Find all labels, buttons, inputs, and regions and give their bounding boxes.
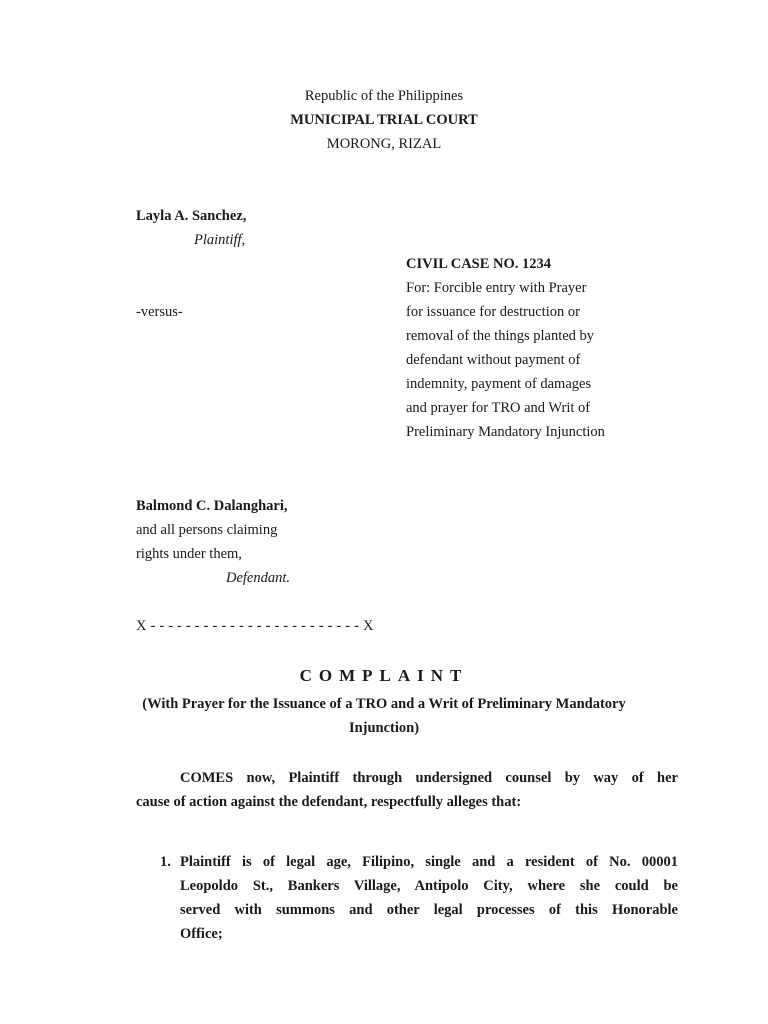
defendant-role: Defendant. xyxy=(226,570,291,586)
case-block xyxy=(406,252,676,444)
case-nature-line: removal of the things planted by xyxy=(406,328,595,344)
header-republic: Republic of the Philippines xyxy=(304,88,464,104)
intro-paragraph xyxy=(136,766,678,814)
plaintiff-role: Plaintiff, xyxy=(194,232,246,248)
header-court: MUNICIPAL TRIAL COURT xyxy=(290,112,478,128)
case-nature-line: and prayer for TRO and Writ of xyxy=(406,400,591,416)
allegation-line: Plaintiff is of legal age, Filipino, single and a resident of No. 00001 xyxy=(180,854,678,870)
plaintiff-name: Layla A. Sanchez, xyxy=(136,208,247,224)
intro-line: COMES now, Plaintiff through undersigned counsel by way of her xyxy=(180,770,678,786)
intro-line: cause of action against the defendant, respectfully alleges that: xyxy=(136,794,522,810)
case-nature-line: defendant without payment of xyxy=(406,352,581,368)
complaint-subtitle-line2: Injunction) xyxy=(348,720,420,736)
complaint-title: COMPLAINT xyxy=(299,666,469,685)
case-nature-line: For: Forcible entry with Prayer xyxy=(406,280,587,296)
case-nature-line: indemnity, payment of damages xyxy=(406,376,592,392)
allegation-number: 1. xyxy=(160,854,171,870)
caption-separator: X - - - - - - - - - - - - - - - - - - - - - - - - X xyxy=(136,618,374,634)
complaint-subtitle-line1: (With Prayer for the Issuance of a TRO and a Writ of Preliminary Mandatory xyxy=(142,696,626,712)
defendant-name: Balmond C. Dalanghari, xyxy=(136,498,288,514)
allegation-line: Leopoldo St., Bankers Village, Antipolo City, where she could be xyxy=(180,878,678,894)
case-nature-line: for issuance for destruction or xyxy=(406,304,580,320)
defendant-line2: and all persons claiming xyxy=(136,522,278,538)
case-number: CIVIL CASE NO. 1234 xyxy=(406,256,552,272)
allegation-line: Office; xyxy=(180,926,223,942)
header-location: MORONG, RIZAL xyxy=(326,136,442,152)
versus-label: -versus- xyxy=(136,304,183,320)
defendant-line3: rights under them, xyxy=(136,546,242,562)
allegation-line: served with summons and other legal processes of this Honorable xyxy=(180,902,678,918)
allegation-body xyxy=(180,850,678,946)
case-nature-line: Preliminary Mandatory Injunction xyxy=(406,424,605,440)
